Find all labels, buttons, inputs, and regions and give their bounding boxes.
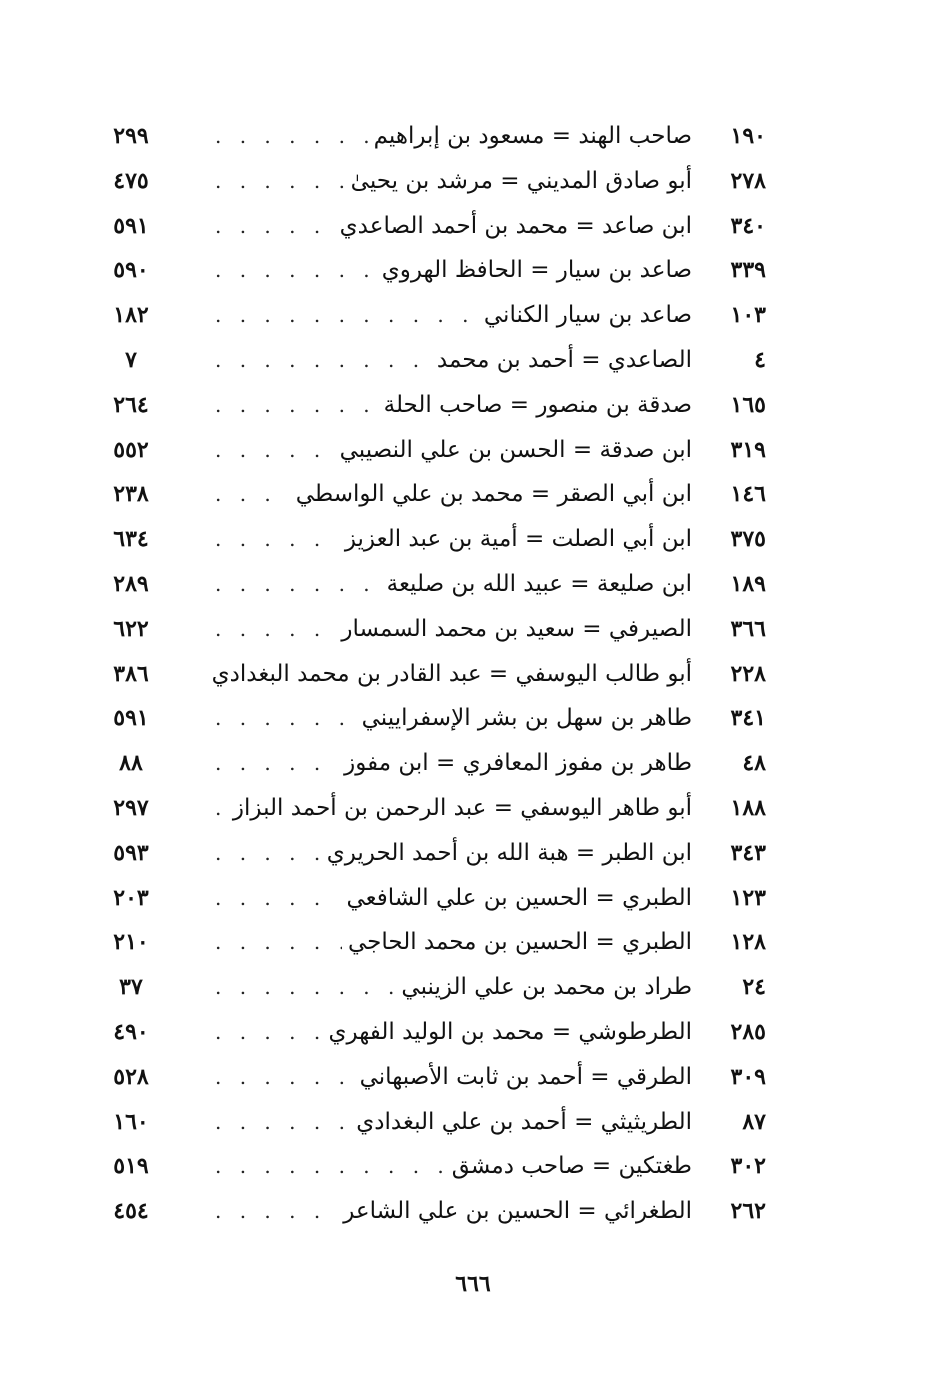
- entry-text: أبو صادق المديني = مرشد بن يحيىٰ: [345, 159, 692, 203]
- entry-number: ٢٦٢: [730, 1198, 766, 1225]
- entry-text: الطبري = الحسين بن علي الشافعي: [340, 876, 692, 920]
- entry-text: الصاعدي = أحمد بن محمد: [431, 338, 692, 382]
- entry-number: ٢٤: [742, 974, 766, 1001]
- entry-number: ٣٣٩: [730, 257, 766, 284]
- index-row: [0, 293, 946, 338]
- entry-text: طاهر بن مفوز المعافري = ابن مفوز: [338, 741, 692, 785]
- entry-page: ٢٦٤: [113, 391, 149, 418]
- entry-page: ٥٩٠: [113, 257, 149, 284]
- entry-page: ٨٨: [119, 750, 143, 777]
- entry-number: ٣٠٢: [730, 1153, 766, 1180]
- index-row: [0, 696, 946, 741]
- index-row: [0, 159, 946, 204]
- entry-text: الطرقي = أحمد بن ثابت الأصبهاني: [354, 1055, 692, 1099]
- entry-text: طاهر بن سهل بن بشر الإسفراييني: [356, 696, 692, 740]
- entry-number: ٣٧٥: [730, 526, 766, 553]
- entry-number: ٢٧٨: [730, 167, 766, 194]
- entry-text: الطغرائي = الحسين بن علي الشاعر: [337, 1189, 692, 1233]
- index-list: [0, 114, 946, 1234]
- entry-number: ١٨٨: [730, 794, 766, 821]
- entry-text: طغتكين = صاحب دمشق: [446, 1144, 692, 1188]
- entry-text: الصيرفي = سعيد بن محمد السمسار: [335, 607, 692, 651]
- index-row: [0, 204, 946, 249]
- entry-text: طراد بن محمد بن علي الزينبي: [395, 965, 692, 1009]
- entry-page: ٢٣٨: [113, 481, 149, 508]
- entry-text: ابن الطبر = هبة الله بن أحمد الحريري: [321, 831, 692, 875]
- index-row: [0, 652, 946, 697]
- entry-text: صاحب الهند = مسعود بن إبراهيم: [368, 114, 692, 158]
- entry-page: ٥١٩: [113, 1153, 149, 1180]
- entry-page: ٢٩٧: [113, 794, 149, 821]
- entry-page: ٥٩١: [113, 212, 149, 239]
- entry-text: الطبري = الحسين بن محمد الحاجي: [342, 920, 692, 964]
- index-row: [0, 383, 946, 428]
- entry-page: ٥٥٢: [113, 436, 149, 463]
- entry-page: ٥٢٨: [113, 1063, 149, 1090]
- entry-page: ٣٨٦: [113, 660, 149, 687]
- entry-text: صاعد بن سيار = الحافظ الهروي: [376, 248, 692, 292]
- entry-number: ٣٤١: [730, 705, 766, 732]
- index-row: [0, 1100, 946, 1145]
- entry-number: ٨٧: [742, 1108, 766, 1135]
- index-row: [0, 1189, 946, 1234]
- index-row: [0, 965, 946, 1010]
- entry-page: ٦٢٢: [113, 615, 149, 642]
- entry-text: صاعد بن سيار الكناني: [478, 293, 692, 337]
- index-row: [0, 920, 946, 965]
- entry-text: الطرطوشي = محمد بن الوليد الفهري: [323, 1010, 693, 1054]
- index-row: [0, 1055, 946, 1100]
- index-row: [0, 338, 946, 383]
- entry-page: ١٦٠: [113, 1108, 149, 1135]
- entry-number: ١٢٨: [730, 929, 766, 956]
- entry-number: ٣١٩: [730, 436, 766, 463]
- index-row: [0, 114, 946, 159]
- entry-number: ٣٤٣: [730, 839, 766, 866]
- entry-page: ٦٣٤: [113, 526, 149, 553]
- index-row: [0, 607, 946, 652]
- index-row: [0, 517, 946, 562]
- entry-page: ٥٩١: [113, 705, 149, 732]
- entry-page: ١٨٢: [113, 302, 149, 329]
- entry-text: الطريثيثي = أحمد بن علي البغدادي: [350, 1100, 692, 1144]
- entry-number: ٣٦٦: [730, 615, 766, 642]
- entry-page: ٧: [125, 346, 137, 373]
- entry-page: ٢٩٩: [113, 123, 149, 149]
- entry-text: ابن صليعة = عبيد الله بن صليعة: [381, 562, 692, 606]
- entry-page: ٢٨٩: [113, 570, 149, 597]
- index-row: [0, 786, 946, 831]
- entry-number: ١٩٠: [730, 123, 766, 149]
- index-row: [0, 428, 946, 473]
- entry-number: ٢٢٨: [730, 660, 766, 687]
- entry-page: ٢٠٣: [113, 884, 149, 911]
- index-row: [0, 1010, 946, 1055]
- entry-number: ١٤٦: [730, 481, 766, 508]
- entry-text: ابن أبي الصقر = محمد بن علي الواسطي: [290, 472, 692, 516]
- entry-number: ١٠٣: [730, 302, 766, 329]
- entry-number: ٣٤٠: [730, 212, 766, 239]
- index-row: [0, 1144, 946, 1189]
- entry-number: ٤٨: [742, 750, 766, 777]
- entry-page: ٣٧: [119, 974, 143, 1001]
- index-row: [0, 876, 946, 921]
- entry-number: ٤: [754, 346, 766, 373]
- entry-text: أبو طاهر اليوسفي = عبد الرحمن بن أحمد البزاز: [227, 786, 692, 830]
- entry-number: ٣٠٩: [730, 1063, 766, 1090]
- entry-number: ١٢٣: [730, 884, 766, 911]
- index-row: [0, 562, 946, 607]
- page-number: ٦٦٦: [455, 1271, 491, 1297]
- entry-page: ٥٩٣: [113, 839, 149, 866]
- entry-number: ٢٨٥: [730, 1018, 766, 1045]
- entry-text: ابن صاعد = محمد بن أحمد الصاعدي: [334, 204, 692, 248]
- entry-number: ١٦٥: [730, 391, 766, 418]
- entry-text: ابن أبي الصلت = أمية بن عبد العزيز: [339, 517, 692, 561]
- index-row: [0, 741, 946, 786]
- entry-text: ابن صدقة = الحسن بن علي النصيبي: [334, 428, 692, 472]
- index-row: [0, 472, 946, 517]
- entry-number: ١٨٩: [730, 570, 766, 597]
- index-row: [0, 248, 946, 293]
- index-row: [0, 831, 946, 876]
- entry-text: صدقة بن منصور = صاحب الحلة: [378, 383, 692, 427]
- entry-page: ٢١٠: [113, 929, 149, 956]
- entry-page: ٤٥٤: [113, 1198, 149, 1225]
- entry-page: ٤٧٥: [113, 167, 149, 194]
- entry-page: ٤٩٠: [113, 1018, 149, 1045]
- entry-text: أبو طالب اليوسفي = عبد القادر بن محمد البغدادي: [206, 652, 692, 696]
